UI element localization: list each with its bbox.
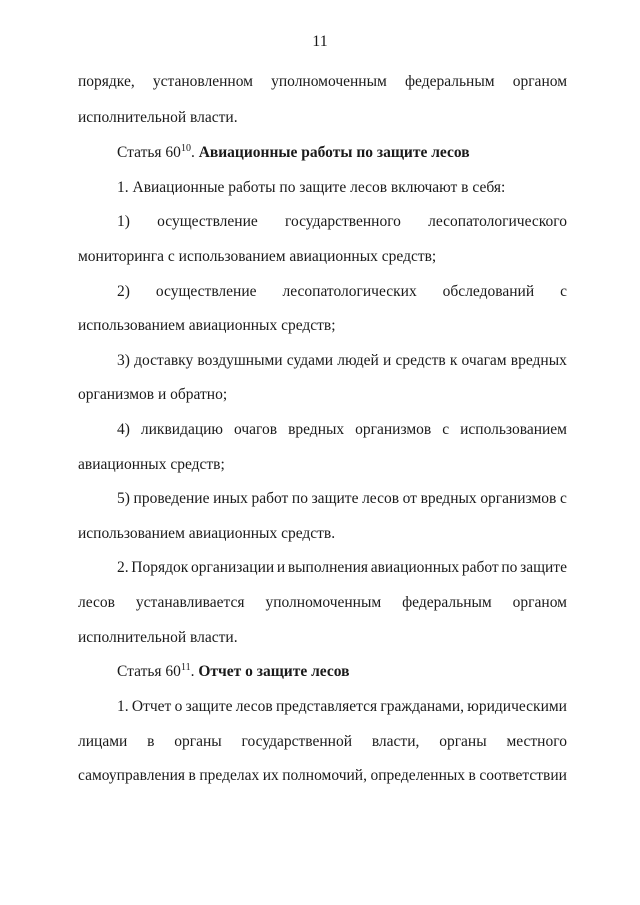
word: лесов <box>78 594 115 611</box>
word: устанавливается <box>135 594 245 611</box>
word: и <box>383 352 392 369</box>
word: государственной <box>241 733 352 750</box>
word: вредных <box>510 352 567 369</box>
word: лесов <box>235 698 273 715</box>
word: лесопатологических <box>282 283 417 300</box>
article-prefix: Статья 60 <box>117 144 181 161</box>
text-line-19 <box>78 766 567 786</box>
word: обследований <box>442 283 535 300</box>
word: органом <box>512 73 567 90</box>
word: в <box>147 733 155 750</box>
word: вредных <box>420 490 477 507</box>
word: судами <box>286 352 334 369</box>
article-separator: . <box>190 663 199 680</box>
word: самоуправления <box>78 767 186 784</box>
text-line-12 <box>117 489 567 509</box>
word: лицами <box>78 733 128 750</box>
word: в <box>468 767 476 784</box>
text-line-16: исполнительной власти. <box>78 629 238 646</box>
word: средств <box>395 352 446 369</box>
word: федеральным <box>404 73 495 90</box>
text-line-15 <box>78 593 567 613</box>
text-line-17 <box>117 697 567 717</box>
word: проведение <box>133 490 210 507</box>
word: к <box>449 352 458 369</box>
word: гражданами, <box>380 698 465 715</box>
article-prefix: Статья 60 <box>117 663 181 680</box>
word: защите <box>311 490 359 507</box>
word: ликвидацию <box>140 421 224 438</box>
word: лесопатологического <box>428 213 567 230</box>
word: работ <box>251 490 289 507</box>
article-superscript: 10 <box>180 143 191 154</box>
article-title: Отчет о защите лесов <box>198 663 350 680</box>
word: очагов <box>234 421 278 438</box>
text-line-10 <box>117 420 567 440</box>
word: иных <box>213 490 248 507</box>
word: организации <box>190 559 275 576</box>
text-line-7: использованием авиационных средств; <box>78 317 336 334</box>
word: юридическими <box>467 698 567 715</box>
word: порядке, <box>78 73 135 90</box>
word: Отчет <box>131 698 172 715</box>
word: полномочий, <box>282 767 367 784</box>
word: органом <box>512 594 567 611</box>
word: 4) <box>117 421 130 438</box>
word: 1) <box>117 213 130 230</box>
word: осуществление <box>157 213 258 230</box>
word: выполнения <box>287 559 369 576</box>
text-line-11: авиационных средств; <box>78 456 225 473</box>
word: работ <box>461 559 499 576</box>
word: 1. <box>117 698 129 715</box>
word: о <box>174 698 183 715</box>
word: с <box>442 421 450 438</box>
word: соответствии <box>479 767 567 784</box>
word: уполномоченным <box>271 73 387 90</box>
word: очагам <box>461 352 507 369</box>
word: использованием <box>460 421 567 438</box>
text-line-14 <box>117 558 567 578</box>
word: защите <box>185 698 233 715</box>
word: их <box>262 767 279 784</box>
word: 2) <box>117 283 130 300</box>
word: определенных <box>370 767 466 784</box>
word: воздушными <box>197 352 283 369</box>
text-line-4 <box>117 212 567 232</box>
text-line-5: мониторинга с использованием авиационных средств; <box>78 248 437 265</box>
text-line-2: исполнительной власти. <box>78 109 238 126</box>
word: 2. <box>117 559 129 576</box>
word: представляется <box>275 698 378 715</box>
word: в <box>188 767 196 784</box>
word: местного <box>506 733 567 750</box>
word: уполномоченным <box>265 594 382 611</box>
word: организмов <box>355 421 432 438</box>
text-line-9: организмов и обратно; <box>78 386 228 403</box>
word: с <box>559 490 567 507</box>
text-line-6 <box>117 282 567 302</box>
article-title: Авиационные работы по защите лесов <box>198 144 470 161</box>
text-line-18 <box>78 732 567 752</box>
text-line-8 <box>117 351 567 371</box>
word: от <box>402 490 417 507</box>
word: власти, <box>371 733 420 750</box>
article-superscript: 11 <box>180 662 191 673</box>
word: Порядок <box>131 559 189 576</box>
text-line-1 <box>78 72 567 92</box>
page-number: 11 <box>312 33 328 50</box>
word: вредных <box>288 421 345 438</box>
article-60-11-heading <box>117 662 606 682</box>
word: защите <box>520 559 567 576</box>
article-separator: . <box>190 144 199 161</box>
word: 3) <box>117 352 130 369</box>
word: авиационных <box>370 559 460 576</box>
word: людей <box>337 352 379 369</box>
word: органы <box>174 733 222 750</box>
word: организмов <box>480 490 557 507</box>
word: федеральным <box>402 594 492 611</box>
word: 5) <box>117 490 130 507</box>
text-line-3: 1. Авиационные работы по защите лесов включают в себя: <box>117 179 506 196</box>
word: государственного <box>285 213 401 230</box>
text-line-13: использованием авиационных средств. <box>78 525 336 542</box>
word: по <box>291 490 308 507</box>
word: пределах <box>199 767 260 784</box>
word: с <box>560 283 567 300</box>
word: осуществление <box>155 283 257 300</box>
word: доставку <box>134 352 194 369</box>
word: установленном <box>152 73 253 90</box>
word: по <box>501 559 518 576</box>
article-60-10-heading <box>117 143 606 163</box>
word: и <box>276 559 286 576</box>
word: органы <box>439 733 487 750</box>
word: лесов <box>362 490 400 507</box>
